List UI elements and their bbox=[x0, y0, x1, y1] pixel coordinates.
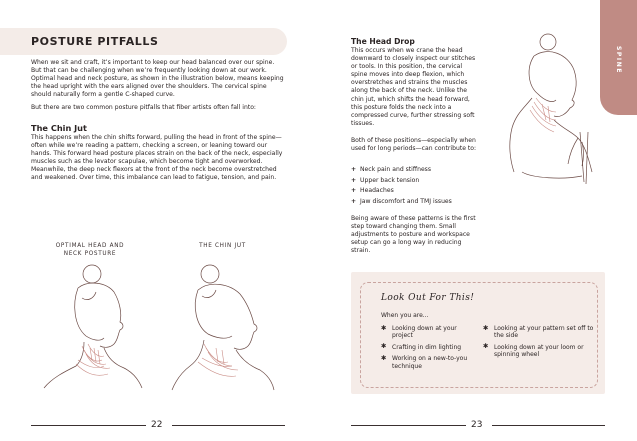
list-item bbox=[351, 166, 481, 174]
optimal-caption bbox=[40, 242, 140, 258]
chin-jut-illustration bbox=[168, 260, 278, 400]
asterisk-icon: ✱ bbox=[381, 323, 387, 332]
list-item-label: Upper back tension bbox=[360, 176, 420, 184]
list-item-label: Crafting in dim lighting bbox=[392, 343, 462, 351]
footer-rule-right bbox=[172, 425, 285, 426]
callout-intro: When you are... bbox=[381, 312, 429, 319]
chapter-tab-label: SPINE bbox=[615, 46, 622, 75]
list-item-label: Working on a new-to-you technique bbox=[392, 355, 468, 370]
pitfalls-intro: But there are two common posture pitfalls that fiber artists often fall into: bbox=[31, 104, 256, 111]
plus-icon: + bbox=[351, 187, 357, 195]
optimal-caption-line1: OPTIMAL HEAD AND bbox=[55, 243, 125, 249]
page-number-right: 23 bbox=[471, 420, 483, 430]
chin-jut-caption: THE CHIN JUT bbox=[199, 243, 246, 249]
list-item bbox=[351, 187, 481, 195]
callout-list-right bbox=[483, 325, 595, 363]
footer-rule-left-right-page bbox=[351, 425, 466, 426]
head-drop-body: This occurs when we crane the head downward to closely inspect our stitches or tools. In this position, the cervical spine moves into deep flexion, which overstretches and strains the muscles along the back of the neck. Unlike the chin jut, which shifts the head forward, this posture folds the neck into a compressed curve, further stressing soft tissues. bbox=[351, 47, 476, 127]
chin-jut-body: This happens when the chin shifts forward, pulling the head in front of the spine—often while we’re reading a pattern, checking a screen, or leaning toward our hands. This forward head posture places strain on the back of the neck, especially muscles such as the levator scapulae, which become tight and overworked. Meanwhile, the deep neck flexors at the front of the neck become overstretched and weakened. Over time, this imbalance can lead to fatigue, tension, and pain. bbox=[31, 134, 283, 182]
plus-icon: + bbox=[351, 176, 357, 184]
page-title: POSTURE PITFALLS bbox=[31, 35, 159, 48]
list-item-label: Jaw discomfort and TMJ issues bbox=[360, 198, 452, 206]
list-item bbox=[351, 177, 481, 185]
chin-jut-heading: The Chin Jut bbox=[31, 123, 87, 133]
plus-icon: + bbox=[351, 198, 357, 206]
contributions-list bbox=[351, 166, 481, 209]
list-item-label: Looking down at your project bbox=[392, 325, 457, 340]
list-item-label: Looking at your pattern set off to the side bbox=[494, 325, 594, 340]
list-item bbox=[483, 344, 595, 359]
footer-rule-left bbox=[31, 425, 146, 426]
asterisk-icon: ✱ bbox=[483, 323, 489, 332]
list-item bbox=[381, 355, 479, 370]
footer-rule-right-right-page bbox=[492, 425, 605, 426]
asterisk-icon: ✱ bbox=[381, 342, 387, 351]
page-number-left: 22 bbox=[151, 420, 163, 430]
list-item bbox=[381, 344, 479, 351]
awareness-text: Being aware of these patterns is the first step toward changing them. Small adjustments to posture and workspace setup can go a long way in reducing strain. bbox=[351, 215, 476, 255]
asterisk-icon: ✱ bbox=[381, 353, 387, 362]
list-item bbox=[381, 325, 479, 340]
list-item bbox=[351, 198, 481, 206]
intro-paragraph: When we sit and craft, it’s important to keep our head balanced over our spine. But that can be challenging when we’re frequently looking down at our work. Optimal head and neck posture, as shown in the illustration below, means keeping the head upright with the ears aligned over the shoulders. The cervical spine should naturally form a gentle C-shaped curve. bbox=[31, 59, 284, 99]
plus-icon: + bbox=[351, 166, 357, 173]
optimal-caption-line2: NECK POSTURE bbox=[63, 251, 117, 257]
head-drop-illustration bbox=[492, 32, 602, 192]
list-item-label: Looking down at your loom or spinning wheel bbox=[494, 343, 584, 359]
list-item bbox=[483, 325, 595, 340]
list-item-label: Headaches bbox=[360, 187, 394, 195]
asterisk-icon: ✱ bbox=[483, 342, 489, 351]
callout-title: Look Out For This! bbox=[381, 293, 475, 303]
head-drop-heading: The Head Drop bbox=[351, 37, 415, 46]
list-item-label: Neck pain and stiffness bbox=[360, 166, 432, 173]
callout-list-left bbox=[381, 325, 479, 374]
both-positions-text: Both of these positions—especially when used for long periods—can contribute to: bbox=[351, 137, 477, 153]
optimal-posture-illustration bbox=[38, 260, 148, 400]
